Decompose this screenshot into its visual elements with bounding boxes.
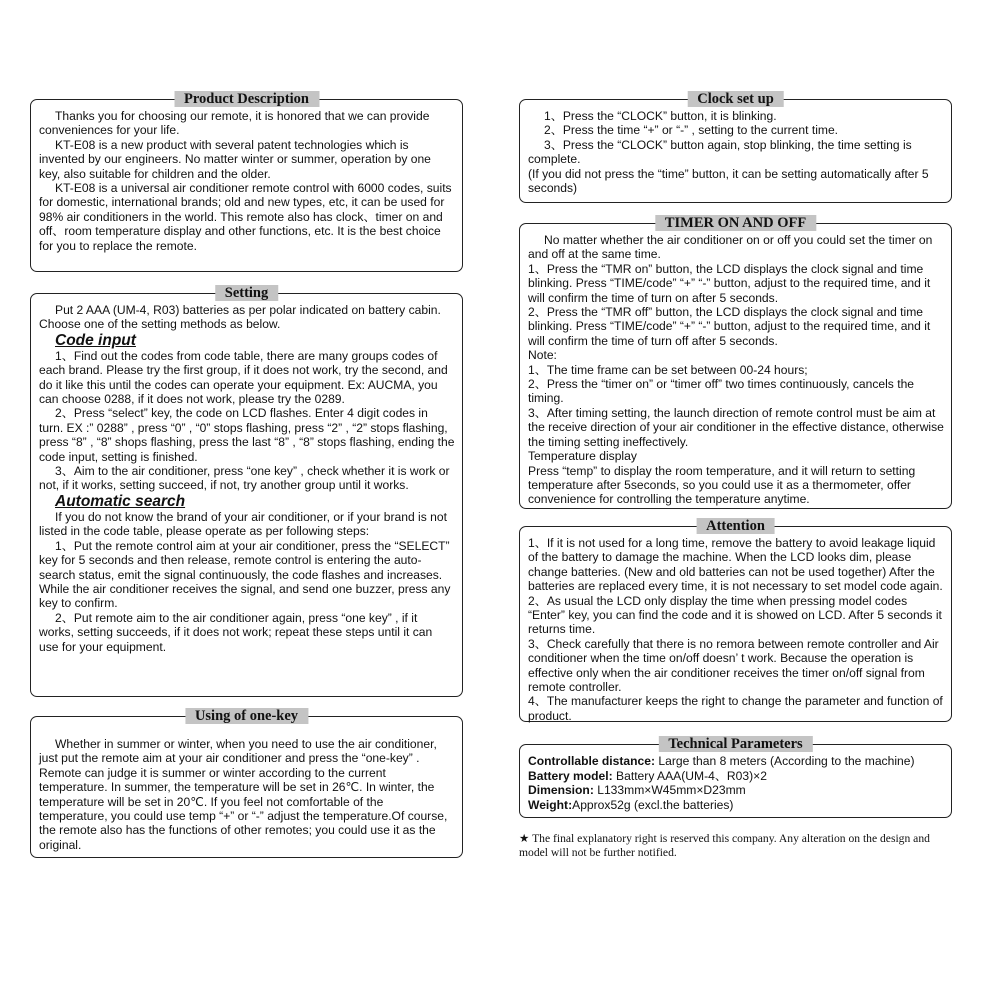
technical-label: Battery model: bbox=[528, 768, 613, 783]
clock-step: 3、Press the “CLOCK” button again, stop blinking, the time setting is complete. bbox=[528, 137, 912, 167]
timer-line: 1、Press the “TMR on” button, the LCD displays the clock signal and time blinking. Press “TIME/code” “+” “-” button, adjust to the required time, and it will confirm the time of turn on after 5 seconds. bbox=[528, 261, 931, 305]
footer-note: ★ The final explanatory right is reserved this company. Any alteration on the design and model will not be further notified. bbox=[519, 832, 930, 859]
technical-label: Dimension: bbox=[528, 783, 594, 797]
technical-row bbox=[528, 769, 944, 784]
attention-item: 3、Check carefully that there is no remora between remote controller and Air conditioner when the time on/off doesn’ t work. Because the operation is effective only when the air conditioner receives the timer on/off signal from remote controller. bbox=[528, 636, 939, 695]
technical-label: Weight: bbox=[528, 797, 573, 812]
one-key-text: Whether in summer or winter, when you need to use the air conditioner, just put the remote aim at your air conditioner and press the “one-key” . Remote can judge it is summer or winter according to the current temperature. In summer, the temperature will be set in 26℃. In winter, the temperature will be set in 20℃. If you feel not comfortable of the temperature, you could use temp “+” or “-” adjust the temperature.Of course, the remote also has the functions of other remotes; you could use it as the original. bbox=[39, 737, 448, 852]
attention-item: 4、The manufacturer keeps the right to change the parameter and function of product. bbox=[528, 694, 943, 723]
technical-value: Approx52g (excl.the batteries) bbox=[572, 797, 734, 812]
product-description-section bbox=[30, 91, 463, 272]
technical-label: Controllable distance: bbox=[528, 754, 656, 768]
setting-title: Setting bbox=[215, 285, 279, 301]
clock-step: 2、Press the time “+” or “-” , setting to the current time. bbox=[544, 123, 839, 138]
temperature-display-label: Temperature display bbox=[528, 449, 637, 464]
technical-row bbox=[528, 783, 944, 798]
timer-note-label: Note: bbox=[528, 348, 557, 363]
setting-intro: Put 2 AAA (UM-4, R03) batteries as per polar indicated on battery cabin. Choose one of the setting methods as below. bbox=[39, 303, 441, 332]
timer-intro: No matter whether the air conditioner on or off you could set the timer on and off at the same time. bbox=[528, 233, 933, 262]
code-input-step: 1、Find out the codes from code table, there are many groups codes of each brand. Please try the first group, if it does not work, try the second, and do it like this until the codes can operate your equipment. Ex: AUCMA, you can choose 0288, if it does not work, please try the 0289. bbox=[39, 348, 448, 407]
technical-value: L133mm×W45mm×D23mm bbox=[593, 783, 746, 797]
attention-section bbox=[519, 518, 952, 723]
technical-parameters-title: Technical Parameters bbox=[658, 736, 812, 752]
timer-line: 2、Press the “TMR off” button, the LCD displays the clock signal and time blinking. Press “TIME/code” “+” “-” button, adjust to the required time, and it will confirm the time of turn off after 5 seconds. bbox=[528, 305, 931, 348]
code-input-step: 2、Press “select” key, the code on LCD flashes. Enter 4 digit codes in turn. EX :” 0288” , press “0” , “0” stops flashing, press “2” , “2” stops flashing, press “8” , “8” shops flashing, press the last “8” , “8” stops flashing, ending the code input, setting is finished. bbox=[39, 406, 455, 464]
timer-section bbox=[519, 215, 952, 509]
technical-value: Large than 8 meters (According to the machine) bbox=[655, 754, 915, 768]
timer-line: 1、The time frame can be set between 00-24 hours; bbox=[528, 362, 808, 377]
automatic-search-step: 2、Put remote aim to the air conditioner again, press “one key” , if it works, setting succeeds, if it does not work; repeat these steps until it can use for your equipment. bbox=[39, 610, 433, 654]
one-key-title: Using of one-key bbox=[185, 708, 308, 724]
timer-line: 3、After timing setting, the launch direction of remote control must be aim at the receive direction of your air conditioner in the effective distance, otherwise the timing setting ineffectively. bbox=[528, 405, 944, 449]
product-description-title: Product Description bbox=[174, 91, 319, 107]
one-key-section bbox=[30, 708, 463, 858]
product-description-paragraph: KT-E08 is a universal air conditioner remote control with 6000 codes, suits for domestic, international brands; old and new types, etc, it can be used for 98% air conditioners in the world. This remote also has clock、timer on and off、room temperature display and other functions, etc. It is the best choice for you to replace the remote. bbox=[39, 181, 452, 253]
technical-value: Battery AAA(UM-4、R03)×2 bbox=[612, 768, 767, 783]
automatic-search-heading: Automatic search bbox=[55, 492, 186, 510]
attention-title: Attention bbox=[696, 518, 775, 534]
setting-section bbox=[30, 285, 463, 697]
code-input-heading: Code input bbox=[55, 331, 136, 349]
technical-row bbox=[528, 798, 944, 813]
clock-section bbox=[519, 91, 952, 203]
technical-row bbox=[528, 754, 944, 769]
clock-note: (If you did not press the “time” button, it can be setting automatically after 5 seconds) bbox=[528, 166, 929, 196]
technical-parameters-section bbox=[519, 736, 952, 818]
automatic-search-step: 1、Put the remote control aim at your air conditioner, press the “SELECT” key for 5 seconds and then release, remote control is entering the auto-search status, emit the signal continuously, the code flashes and increases. While the air conditioner receives the signal, and send one buzzer, press any key to confirm. bbox=[39, 538, 451, 611]
timer-line: 2、Press the “timer on” or “timer off” two times continuously, cancels the timing. bbox=[528, 377, 915, 406]
code-input-step: 3、Aim to the air conditioner, press “one key” , check whether it is work or not, if it works, setting succeed, if not, try another group until it works. bbox=[39, 464, 450, 493]
product-description-paragraph: KT-E08 is a new product with several patent technologies which is invented by our engineers. No matter winter or summer, operation by one key, also suitable for children and the older. bbox=[39, 137, 431, 181]
attention-item: 1、If it is not used for a long time, remove the battery to avoid leakage liquid of the battery to damage the machine. When the LCD looks dim, please change batteries. (New and old batteries can not be used together) After the batteries are replaced every time, it is not necessary to set model code again. bbox=[528, 536, 943, 594]
attention-item: 2、As usual the LCD only display the time when pressing model codes “Enter” key, you can find the code and it is showed on LCD. After 5 seconds it returns time. bbox=[528, 593, 942, 637]
timer-title: TIMER ON AND OFF bbox=[655, 215, 816, 231]
product-description-paragraph: Thanks you for choosing our remote, it is honored that we can provide conveniences for your life. bbox=[39, 109, 430, 138]
clock-step: 1、Press the “CLOCK” button, it is blinking. bbox=[544, 109, 777, 123]
temperature-display-text: Press “temp” to display the room temperature, and it will return to setting temperature after 5seconds, so you could use it as a thermometer, offer convenience for controlling the temperature anytime. bbox=[528, 463, 916, 507]
automatic-search-intro: If you do not know the brand of your air conditioner, or if your brand is not listed in the code table, please operate as per following steps: bbox=[39, 509, 447, 539]
clock-title: Clock set up bbox=[687, 91, 784, 107]
